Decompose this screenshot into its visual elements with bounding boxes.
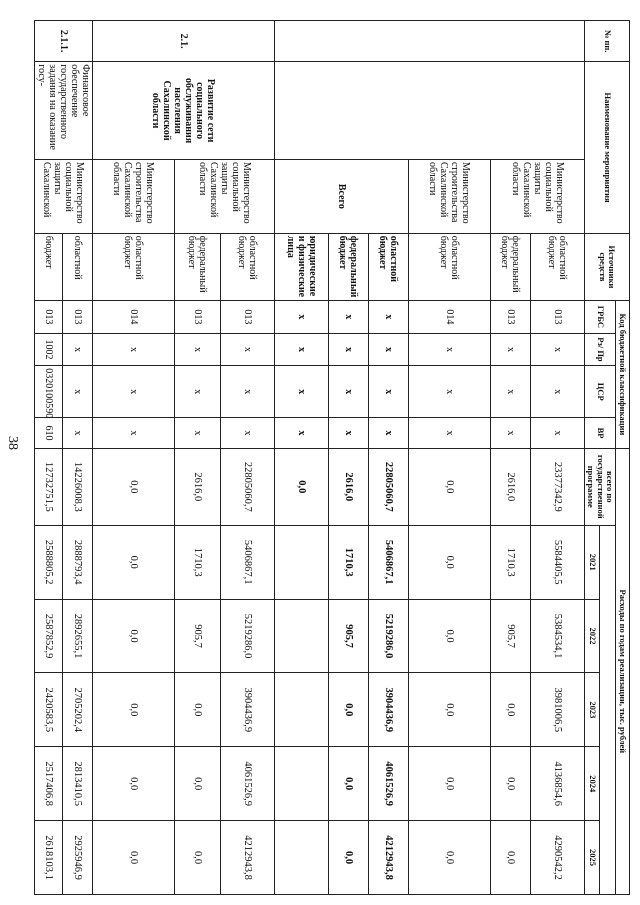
cell-code: x	[92, 418, 174, 448]
table-row	[220, 21, 274, 895]
table-row	[530, 21, 584, 895]
cell-year: 905,7	[328, 599, 368, 673]
cell-code: 013	[63, 301, 93, 334]
header-year-2023: 2023	[584, 673, 600, 747]
cell-year: 4212943,8	[368, 821, 408, 895]
cell-year: 3904436,9	[368, 673, 408, 747]
header-year-2022: 2022	[584, 599, 600, 673]
cell-year: 2925946,9	[63, 821, 93, 895]
page-number-area	[0, 0, 24, 905]
header-grbs: ГРБС	[584, 301, 615, 334]
cell-code: 014	[408, 301, 490, 334]
cell-year: 0,0	[92, 525, 174, 599]
cell-total: 0,0	[408, 448, 490, 525]
cell-year: 905,7	[490, 599, 530, 673]
cell-total-label: Всего	[274, 159, 408, 233]
cell-total: 0,0	[274, 448, 328, 525]
cell-code: x	[92, 366, 174, 418]
cell-code: x	[328, 301, 368, 334]
cell-year	[274, 673, 328, 747]
cell-code: x	[530, 418, 584, 448]
header-year-2021: 2021	[584, 525, 600, 599]
cell-code: x	[368, 418, 408, 448]
cell-code: 013	[530, 301, 584, 334]
cell-year: 3904436,9	[220, 673, 274, 747]
cell-year: 5384534,1	[530, 599, 584, 673]
rotated-page	[35, 20, 630, 895]
cell-source: областной бюджет	[530, 233, 584, 300]
cell-code: x	[328, 418, 368, 448]
cell-year: 0,0	[174, 821, 220, 895]
cell-code: x	[274, 366, 328, 418]
cell-executor: Министерство социальной защиты Сахалинской области	[490, 159, 584, 233]
cell-year: 2588805,2	[34, 525, 62, 599]
cell-year: 2420583,5	[34, 673, 62, 747]
cell-total: 23377342,9	[530, 448, 584, 525]
cell-year: 2705202,4	[63, 673, 93, 747]
cell-year: 4212943,8	[220, 821, 274, 895]
cell-year: 0,0	[92, 747, 174, 821]
cell-year: 0,0	[92, 673, 174, 747]
cell-code: x	[63, 366, 93, 418]
cell-code: 013	[34, 301, 62, 334]
cell-code: x	[174, 333, 220, 366]
cell-code: x	[220, 333, 274, 366]
cell-year: 0,0	[490, 821, 530, 895]
cell-year: 0,0	[328, 747, 368, 821]
cell-year: 4136854,6	[530, 747, 584, 821]
cell-code: 014	[92, 301, 174, 334]
cell-code: x	[368, 333, 408, 366]
cell-year: 4061526,9	[220, 747, 274, 821]
cell-year: 0,0	[490, 747, 530, 821]
cell-code: x	[174, 366, 220, 418]
cell-code: 013	[490, 301, 530, 334]
cell-total: 22805060,7	[220, 448, 274, 525]
cell-code: x	[274, 418, 328, 448]
cell-total: 0,0	[92, 448, 174, 525]
cell-name: Развитие сети социального обслуживания населения Сахалинской области	[92, 62, 274, 160]
cell-total: 14226008,3	[63, 448, 93, 525]
header-name: Наименование мероприятия	[584, 62, 629, 234]
cell-year: 5584405,5	[530, 525, 584, 599]
cell-code: 013	[220, 301, 274, 334]
header-num: № пп.	[584, 21, 629, 62]
cell-year: 0,0	[174, 747, 220, 821]
cell-year: 0,0	[408, 821, 490, 895]
cell-year: 0,0	[408, 599, 490, 673]
cell-year	[274, 525, 328, 599]
cell-year: 4290542,2	[530, 821, 584, 895]
cell-year: 0,0	[408, 525, 490, 599]
cell-code: 1002	[34, 333, 62, 366]
cell-year: 0,0	[408, 673, 490, 747]
cell-code: x	[408, 333, 490, 366]
cell-executor: Министерство социальной защиты Сахалинской	[34, 159, 92, 233]
table-row	[63, 21, 93, 895]
cell-source: федеральный бюджет	[174, 233, 220, 300]
cell-total: 2616,0	[174, 448, 220, 525]
cell-total: 2616,0	[328, 448, 368, 525]
cell-total: 22805060,7	[368, 448, 408, 525]
cell-code: x	[490, 366, 530, 418]
header-years-spacer	[600, 525, 616, 894]
cell-num: 2.1.1.	[34, 21, 92, 62]
cell-year	[274, 747, 328, 821]
cell-year: 0,0	[328, 673, 368, 747]
cell-year: 0,0	[408, 747, 490, 821]
cell-code: x	[220, 366, 274, 418]
cell-year: 2892655,1	[63, 599, 93, 673]
cell-year: 5219286,0	[220, 599, 274, 673]
cell-year: 5406867,1	[368, 525, 408, 599]
cell-code: 0320100590	[34, 366, 62, 418]
budget-table	[34, 20, 630, 895]
header-budget-class: Код бюджетной классификации	[616, 301, 630, 449]
cell-source: областной бюджет	[408, 233, 490, 300]
cell-code: x	[174, 418, 220, 448]
cell-code: x	[274, 301, 328, 334]
cell-year: 2587852,9	[34, 599, 62, 673]
cell-total: 12732751,5	[34, 448, 62, 525]
cell-source: бюджет	[34, 233, 62, 300]
cell-year: 1710,3	[490, 525, 530, 599]
cell-executor: Министерство социальной защиты Сахалинской области	[174, 159, 274, 233]
cell-code: x	[368, 366, 408, 418]
cell-source: федеральный бюджет	[490, 233, 530, 300]
cell-source: областной бюджет	[92, 233, 174, 300]
header-csr: ЦСР	[584, 366, 615, 418]
cell-executor: Министерство строительства Сахалинской области	[408, 159, 490, 233]
cell-year: 0,0	[92, 599, 174, 673]
cell-year: 5219286,0	[368, 599, 408, 673]
cell-code: x	[63, 418, 93, 448]
cell-year: 3981006,5	[530, 673, 584, 747]
cell-executor: Министерство строительства Сахалинской области	[92, 159, 174, 233]
cell-year: 1710,3	[328, 525, 368, 599]
page-number: 38	[5, 436, 20, 450]
cell-name	[274, 62, 584, 160]
cell-code: x	[63, 333, 93, 366]
cell-code: 013	[174, 301, 220, 334]
cell-year: 2618103,1	[34, 821, 62, 895]
cell-num: 2.1.	[92, 21, 274, 62]
cell-source: областной	[63, 233, 93, 300]
cell-code: x	[328, 333, 368, 366]
cell-year: 905,7	[174, 599, 220, 673]
header-source: Источники средств	[584, 233, 629, 300]
cell-source: федеральный бюджет	[328, 233, 368, 300]
header-year-2025: 2025	[584, 821, 600, 895]
cell-code: x	[274, 333, 328, 366]
cell-year	[274, 821, 328, 895]
cell-code: x	[408, 418, 490, 448]
header-total: всего по государственной программе	[584, 448, 615, 525]
cell-total: 2616,0	[490, 448, 530, 525]
cell-year: 4061526,9	[368, 747, 408, 821]
cell-num	[274, 21, 584, 62]
header-rzpr: Рз/ Пр	[584, 333, 615, 366]
cell-year: 0,0	[174, 673, 220, 747]
cell-code: 610	[34, 418, 62, 448]
cell-code: x	[490, 333, 530, 366]
cell-source: областной бюджет	[220, 233, 274, 300]
cell-code: x	[408, 366, 490, 418]
cell-year: 0,0	[328, 821, 368, 895]
cell-code: x	[530, 366, 584, 418]
cell-code: x	[490, 418, 530, 448]
cell-year: 0,0	[490, 673, 530, 747]
cell-name: Финансовое обеспечение государственного задания на оказание госу-	[34, 62, 92, 160]
header-expenses: Расходы по годам реализации, тыс. рублей	[616, 448, 630, 894]
header-row-1	[616, 21, 630, 895]
cell-code: x	[220, 418, 274, 448]
cell-code: x	[530, 333, 584, 366]
cell-year: 1710,3	[174, 525, 220, 599]
cell-year: 5406867,1	[220, 525, 274, 599]
header-year-2024: 2024	[584, 747, 600, 821]
cell-year: 2517406,8	[34, 747, 62, 821]
cell-year: 2813410,5	[63, 747, 93, 821]
cell-code: x	[368, 301, 408, 334]
cell-code: x	[92, 333, 174, 366]
cell-year: 0,0	[92, 821, 174, 895]
document	[35, 20, 630, 895]
cell-source: областной бюджет	[368, 233, 408, 300]
cell-year	[274, 599, 328, 673]
cell-year: 2888793,4	[63, 525, 93, 599]
cell-code: x	[328, 366, 368, 418]
cell-source: юридические и физические лица	[274, 233, 328, 300]
header-vr: ВР	[584, 418, 615, 448]
